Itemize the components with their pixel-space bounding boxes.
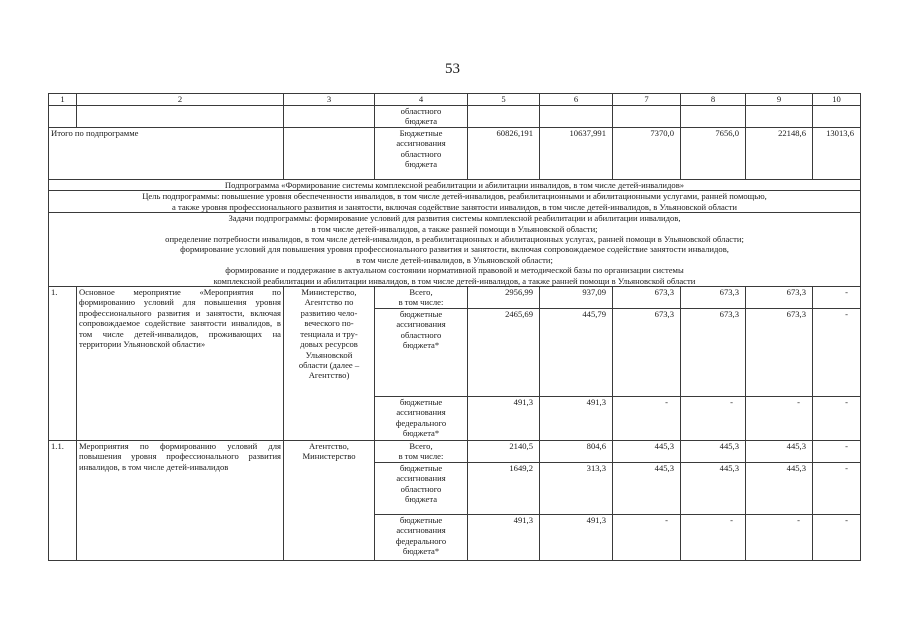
value-cell: 313,3 — [540, 462, 613, 514]
total-label: Итого по подпрограмме — [49, 128, 284, 180]
value-cell: 491,3 — [540, 396, 613, 440]
value-cell: 445,3 — [613, 440, 681, 462]
total-row — [49, 128, 861, 180]
source-cell: бюджетные ассигнования областного бюджета* — [375, 308, 468, 396]
source-cell: Всего, в том числе: — [375, 287, 468, 309]
continuation-row — [49, 106, 861, 128]
value-cell: - — [813, 287, 861, 309]
page-number: 53 — [445, 61, 460, 77]
value-cell: - — [746, 514, 813, 560]
value-cell: 491,3 — [468, 396, 540, 440]
value-cell: 673,3 — [746, 287, 813, 309]
subprogram-tasks-row — [49, 213, 861, 287]
subprogram-title-row — [49, 180, 861, 191]
value-cell: - — [613, 396, 681, 440]
source-cell: областного бюджета — [375, 106, 468, 128]
value-cell: 445,3 — [681, 462, 746, 514]
value-cell: 673,3 — [613, 308, 681, 396]
header-cell: 6 — [540, 94, 613, 106]
value-cell: 445,3 — [681, 440, 746, 462]
value-cell: 445,3 — [746, 440, 813, 462]
activity-name: Основное мероприятие «Мероприятия по формированию условий для повышения уровня профессионального развития и занятости, включая сопровождаемое содействие занятости инвалидов, в том числе детей-инвалидов, проживающих на территории Ульяновской области» — [77, 287, 284, 441]
value-cell: 2956,99 — [468, 287, 540, 309]
subprogram-goal: Цель подпрограммы: повышение уровня обеспеченности инвалидов, в том числе детей-инвалидов, реабилитационными и абилитационными услугами, ранней помощью, а также уровня профессионального развития и занятости, включая содействие занятости инвалидов, в том числе детей-инвалидов, в Ульяновской области — [49, 191, 861, 213]
value-cell: 2140,5 — [468, 440, 540, 462]
value-cell: 673,3 — [613, 287, 681, 309]
table-row — [49, 287, 861, 309]
table-row — [49, 440, 861, 462]
value-cell: 937,09 — [540, 287, 613, 309]
value-cell: - — [813, 396, 861, 440]
header-cell: 8 — [681, 94, 746, 106]
value-cell: 22148,6 — [746, 128, 813, 180]
executor: Агентство, Министерство — [284, 440, 375, 560]
source-cell: бюджетные ассигнования федерального бюджета* — [375, 396, 468, 440]
value-cell: 445,79 — [540, 308, 613, 396]
value-cell: 673,3 — [681, 308, 746, 396]
source-cell: бюджетные ассигнования областного бюджета — [375, 462, 468, 514]
value-cell: 7656,0 — [681, 128, 746, 180]
header-cell: 4 — [375, 94, 468, 106]
value-cell: - — [746, 396, 813, 440]
value-cell: - — [813, 308, 861, 396]
value-cell: - — [681, 514, 746, 560]
value-cell: - — [813, 514, 861, 560]
value-cell: 10637,991 — [540, 128, 613, 180]
header-cell: 1 — [49, 94, 77, 106]
source-cell: Бюджетные ассигнования областного бюджета — [375, 128, 468, 180]
activity-name: Мероприятия по формированию условий для повышения уровня профессионального развития инвалидов, в том числе детей-инвалидов — [77, 440, 284, 560]
subprogram-tasks: Задачи подпрограммы: формирование условий для развития системы комплексной реабилитации и абилитации инвалидов, в том числе детей-инвалидов, а также ранней помощи в Ульяновской области; определение потребности инвалидов, в том числе детей-инвалидов, в реабилитационных и абилитационных услугах, ранней помощи в Ульяновской области; формирование условий для повышения уровня профессионального развития и занятости, включая сопровождаемое содействие занятости инвалидов, в том числе детей-инвалидов, в Ульяновской области; формирование и поддержание в актуальном состоянии нормативной правовой и методической базы по организации системы комплексной реабилитации и абилитации инвалидов, в том числе детей-инвалидов, а также ранней помощи в Ульяновской области — [49, 213, 861, 287]
value-cell: 445,3 — [613, 462, 681, 514]
source-cell: Всего, в том числе: — [375, 440, 468, 462]
executor: Министерство, Агентство по развитию чело- веческого по- тенциала и тру- довых ресурсов Ульяновской области (далее – Агентство) — [284, 287, 375, 441]
row-number: 1.1. — [49, 440, 77, 560]
header-row — [49, 94, 861, 106]
header-cell: 9 — [746, 94, 813, 106]
value-cell: 2465,69 — [468, 308, 540, 396]
header-cell: 5 — [468, 94, 540, 106]
subprogram-title: Подпрограмма «Формирование системы комплексной реабилитации и абилитации инвалидов, в том числе детей-инвалидов» — [49, 180, 861, 191]
value-cell: - — [813, 440, 861, 462]
value-cell: 1649,2 — [468, 462, 540, 514]
value-cell: 13013,6 — [813, 128, 861, 180]
value-cell: 804,6 — [540, 440, 613, 462]
value-cell: - — [613, 514, 681, 560]
value-cell: 491,3 — [540, 514, 613, 560]
header-cell: 7 — [613, 94, 681, 106]
value-cell: 491,3 — [468, 514, 540, 560]
value-cell: - — [813, 462, 861, 514]
value-cell: 7370,0 — [613, 128, 681, 180]
source-cell: бюджетные ассигнования федерального бюджета* — [375, 514, 468, 560]
value-cell: 673,3 — [681, 287, 746, 309]
header-cell: 2 — [77, 94, 284, 106]
value-cell: - — [681, 396, 746, 440]
header-cell: 3 — [284, 94, 375, 106]
row-number: 1. — [49, 287, 77, 441]
budget-table — [48, 93, 861, 561]
subprogram-goal-row — [49, 191, 861, 213]
value-cell: 445,3 — [746, 462, 813, 514]
value-cell: 673,3 — [746, 308, 813, 396]
value-cell: 60826,191 — [468, 128, 540, 180]
header-cell: 10 — [813, 94, 861, 106]
